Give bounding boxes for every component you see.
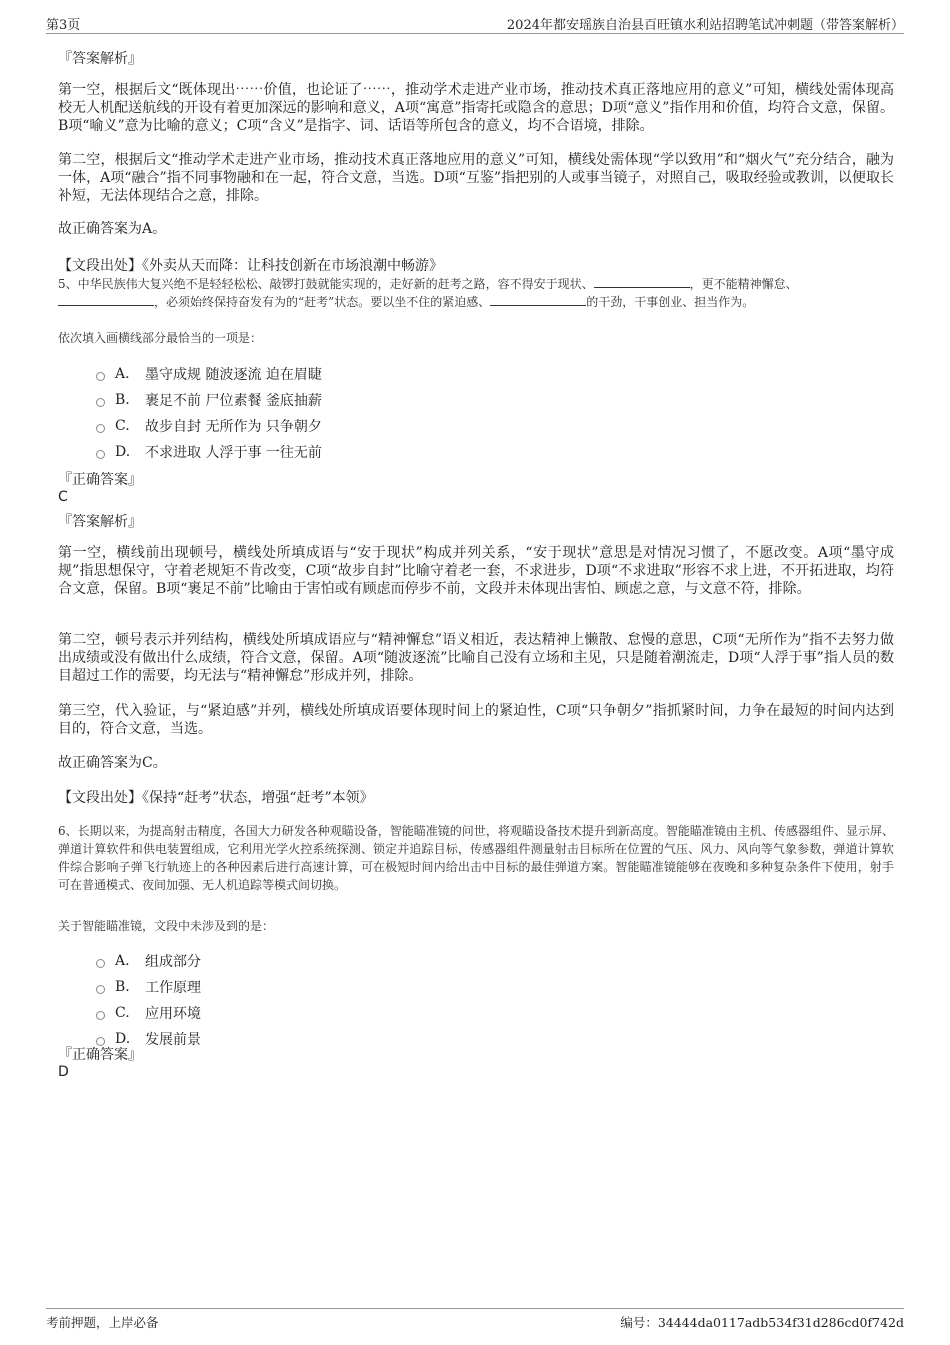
q5-option-c[interactable]: C. 故步自封 无所作为 只争朝夕 [96,416,322,436]
radio-icon[interactable] [96,985,105,994]
q6-answer: D [58,1064,69,1080]
q5-conclusion: 故正确答案为C。 [58,755,167,771]
footer-divider [46,1308,904,1309]
q5-analysis-p1: 第一空，横线前出现顿号，横线处所填成语与“安于现状”构成并列关系，“安于现状”意思是对情况习惯了，不愿改变。A项“墨守成规”指思想保守，守着老规矩不肯改变，C项“故步自封”比喻守着老一套，不求进步，D项“不求进取”形容不求上进，不开拓进取，均符合文意，保留。B项“裹足不前”比喻由于害怕或有顾虑而停步不前，文段并未体现出害怕、顾虑之意，与文意不符，排除。 [58,545,894,597]
radio-icon[interactable] [96,959,105,968]
q4-source: 【文段出处】《外卖从天而降：让科技创新在市场浪潮中畅游》 [58,258,443,274]
q5-source: 【文段出处】《保持“赶考”状态，增强“赶考”本领》 [58,790,374,806]
q6-answer-label: 『正确答案』 [58,1047,142,1063]
q5-blank-1 [594,275,690,288]
q6-stem: 6、长期以来，为提高射击精度，各国大力研发各种观瞄设备，智能瞄准镜的问世，将观瞄设备技术提升到新高度。智能瞄准镜由主机、传感器组件、显示屏、弹道计算软件和供电装置组成，它利用光学火控系统探测、锁定并追踪目标，传感器组件测量射击目标所在位置的气压、风力、风向等气象参数，弹道计算软件综合影响子弹飞行轨迹上的各种因素后进行高速计算，可在极短时间内给出击中目标的最佳弹道方案。智能瞄准镜能够在夜晚和多种复杂条件下使用，射手可在普通模式、夜间加强、无人机追踪等模式间切换。 [58,824,894,892]
radio-icon[interactable] [96,424,105,433]
q4-analysis-p1: 第一空，根据后文“既体现出⋯⋯价值，也论证了⋯⋯，推动学术走进产业市场，推动技术真正落地应用的意义”可知，横线处需体现高校无人机配送航线的开设有着更加深远的影响和意义，A项“寓意”指寄托或隐含的意思；D项“意义”指作用和价值，均符合文意，保留。B项“喻义”意为比喻的意义；C项“含义”是指字、词、话语等所包含的意义，均不合语境，排除。 [58,82,894,134]
q6-option-d[interactable]: D. 发展前景 [96,1029,201,1049]
document-title: 2024年都安瑶族自治县百旺镇水利站招聘笔试冲刺题（带答案解析） [506,18,904,33]
q6-option-b[interactable]: B. 工作原理 [96,977,201,997]
q5-answer-label: 『正确答案』 [58,472,142,488]
radio-icon[interactable] [96,1011,105,1020]
q5-answer: C [58,489,68,505]
header-divider [46,33,904,34]
q5-blank-3 [490,293,586,306]
q5-option-b[interactable]: B. 裹足不前 尸位素餐 釜底抽薪 [96,390,322,410]
radio-icon[interactable] [96,450,105,459]
page-number: 第3页 [46,18,81,33]
radio-icon[interactable] [96,372,105,381]
q5-option-d[interactable]: D. 不求进取 人浮于事 一往无前 [96,442,322,462]
q5-analysis-label: 『答案解析』 [58,514,142,530]
q6-prompt: 关于智能瞄准镜，文段中未涉及到的是： [58,919,275,933]
q4-conclusion: 故正确答案为A。 [58,221,167,237]
q5-stem: 5、中华民族伟大复兴绝不是轻轻松松、敲锣打鼓就能实现的，走好新的赶考之路，容不得安于现状、 ，更不能精神懈怠、 ，必须始终保持奋发有为的“赶考”状态。要以坐不住的紧迫感、 的干劲，干事创业、担当作为。 [58,277,798,309]
q5-blank-2 [58,293,154,306]
footer-slogan: 考前押题，上岸必备 [46,1315,159,1330]
q6-option-c[interactable]: C. 应用环境 [96,1003,201,1023]
document-id: 编号：34444da0117adb534f31d286cd0f742d [620,1315,904,1330]
q4-analysis-p2: 第二空，根据后文“推动学术走进产业市场，推动技术真正落地应用的意义”可知，横线处需体现“学以致用”和“烟火气”充分结合，融为一体，A项“融合”指不同事物融和在一起，符合文意，当选。D项“互鉴”指把别的人或事当镜子，对照自己，吸取经验或教训，以便取长补短，无法体现结合之意，排除。 [58,152,894,204]
q5-prompt: 依次填入画横线部分最恰当的一项是： [58,331,263,345]
q6-option-a[interactable]: A. 组成部分 [96,951,201,971]
radio-icon[interactable] [96,398,105,407]
q5-analysis-p3: 第三空，代入验证，与“紧迫感”并列，横线处所填成语要体现时间上的紧迫性，C项“只争朝夕”指抓紧时间，力争在最短的时间内达到目的，符合文意，当选。 [58,703,894,737]
q5-analysis-p2: 第二空，顿号表示并列结构，横线处所填成语应与“精神懈怠”语义相近，表达精神上懒散、怠慢的意思，C项“无所作为”指不去努力做出成绩或没有做出什么成绩，符合文意，保留。A项“随波逐流”比喻自己没有立场和主见，只是随着潮流走，D项“人浮于事”指人员的数目超过工作的需要，均无法与“精神懈怠”形成并列，排除。 [58,632,894,684]
q4-analysis-label: 『答案解析』 [58,51,142,67]
q5-option-a[interactable]: A. 墨守成规 随波逐流 迫在眉睫 [96,364,322,384]
